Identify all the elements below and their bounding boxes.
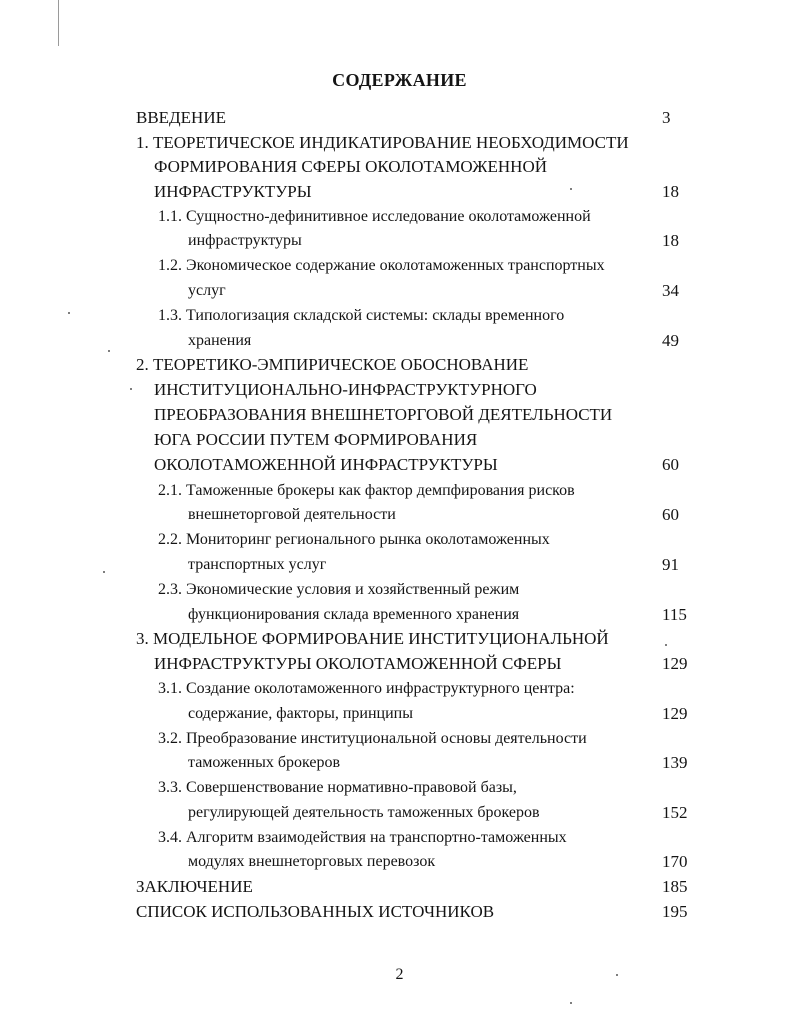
toc-chapter-2-line-4: ЮГА РОССИИ ПУТЕМ ФОРМИРОВАНИЯ	[154, 430, 478, 449]
toc-page-section-3-4: 170	[662, 852, 688, 871]
toc-chapter-1-line-3: ИНФРАСТРУКТУРЫ	[154, 182, 312, 201]
toc-entry-references: СПИСОК ИСПОЛЬЗОВАННЫХ ИСТОЧНИКОВ	[136, 902, 495, 921]
scan-speck	[570, 1002, 572, 1004]
scan-speck	[130, 388, 132, 390]
toc-section-3-4-line-2: модулях внешнеторговых перевозок	[188, 853, 436, 870]
toc-section-3-1-line-1: 3.1. Создание околотаможенного инфраструктурного центра:	[158, 680, 575, 697]
toc-page-chapter-3: 129	[662, 654, 688, 673]
toc-page-section-3-1: 129	[662, 704, 688, 723]
toc-section-2-1-line-2: внешнеторговой деятельности	[188, 506, 396, 523]
toc-chapter-3-line-2: ИНФРАСТРУКТУРЫ ОКОЛОТАМОЖЕННОЙ СФЕРЫ	[154, 654, 562, 673]
toc-section-3-4-line-1: 3.4. Алгоритм взаимодействия на транспортно-таможенных	[158, 829, 567, 846]
toc-section-2-2-line-1: 2.2. Мониторинг регионального рынка околотаможенных	[158, 531, 550, 548]
toc-section-3-3-line-1: 3.3. Совершенствование нормативно-правовой базы,	[158, 779, 517, 796]
toc-page-section-2-2: 91	[662, 555, 679, 574]
toc-page-section-1-2: 34	[662, 281, 679, 300]
toc-chapter-2-line-3: ПРЕОБРАЗОВАНИЯ ВНЕШНЕТОРГОВОЙ ДЕЯТЕЛЬНОСТИ	[154, 405, 613, 424]
toc-section-1-3-line-2: хранения	[188, 332, 252, 349]
toc-page-references: 195	[662, 902, 688, 921]
toc-chapter-2-line-5: ОКОЛОТАМОЖЕННОЙ ИНФРАСТРУКТУРЫ	[154, 455, 498, 474]
toc-page-section-1-1: 18	[662, 231, 679, 250]
toc-chapter-2-line-2: ИНСТИТУЦИОНАЛЬНО-ИНФРАСТРУКТУРНОГО	[154, 380, 537, 399]
toc-section-2-1-line-1: 2.1. Таможенные брокеры как фактор демпфирования рисков	[158, 482, 575, 499]
toc-section-3-2-line-1: 3.2. Преобразование институциональной основы деятельности	[158, 730, 587, 747]
toc-page-chapter-1: 18	[662, 182, 679, 201]
toc-page-section-3-2: 139	[662, 753, 688, 772]
toc-entry-conclusion: ЗАКЛЮЧЕНИЕ	[136, 877, 253, 896]
toc-section-3-2-line-2: таможенных брокеров	[188, 754, 341, 771]
toc-chapter-1-line-2: ФОРМИРОВАНИЯ СФЕРЫ ОКОЛОТАМОЖЕННОЙ	[154, 157, 548, 176]
toc-section-1-1-line-2: инфраструктуры	[188, 232, 302, 249]
toc-section-3-3-line-2: регулирующей деятельность таможенных брокеров	[188, 804, 540, 821]
toc-section-1-1-line-1: 1.1. Сущностно-дефинитивное исследование околотаможенной	[158, 208, 591, 225]
scan-speck	[103, 571, 105, 573]
toc-section-1-2-line-1: 1.2. Экономическое содержание околотаможенных транспортных	[158, 257, 605, 274]
toc-page-section-2-3: 115	[662, 605, 687, 624]
toc-section-2-3-line-2: функционирования склада временного хранения	[188, 606, 520, 623]
toc-section-2-3-line-1: 2.3. Экономические условия и хозяйственный режим	[158, 581, 520, 598]
document-title: СОДЕРЖАНИЕ	[332, 70, 467, 90]
toc-chapter-1-line-1: 1. ТЕОРЕТИЧЕСКОЕ ИНДИКАТИРОВАНИЕ НЕОБХОДИМОСТИ	[136, 133, 629, 152]
toc-chapter-2-line-1: 2. ТЕОРЕТИКО-ЭМПИРИЧЕСКОЕ ОБОСНОВАНИЕ	[136, 355, 529, 374]
scan-speck	[570, 188, 572, 190]
scan-speck	[68, 312, 70, 314]
toc-section-3-1-line-2: содержание, факторы, принципы	[188, 705, 413, 722]
scan-speck	[616, 974, 618, 976]
toc-entry-introduction: ВВЕДЕНИЕ	[136, 108, 226, 127]
toc-page-chapter-2: 60	[662, 455, 679, 474]
toc-section-1-3-line-1: 1.3. Типологизация складской системы: склады временного	[158, 307, 565, 324]
toc-page-section-3-3: 152	[662, 803, 688, 822]
toc-page-section-1-3: 49	[662, 331, 679, 350]
scan-speck	[108, 350, 110, 352]
scan-speck	[665, 644, 667, 646]
toc-page-conclusion: 185	[662, 877, 688, 896]
scan-edge-mark	[58, 0, 59, 46]
toc-page-introduction: 3	[662, 108, 671, 127]
toc-section-1-2-line-2: услуг	[188, 282, 226, 299]
toc-page-section-2-1: 60	[662, 505, 679, 524]
toc-chapter-3-line-1: 3. МОДЕЛЬНОЕ ФОРМИРОВАНИЕ ИНСТИТУЦИОНАЛЬНОЙ	[136, 629, 609, 648]
toc-section-2-2-line-2: транспортных услуг	[188, 556, 327, 573]
page-number: 2	[395, 966, 404, 983]
